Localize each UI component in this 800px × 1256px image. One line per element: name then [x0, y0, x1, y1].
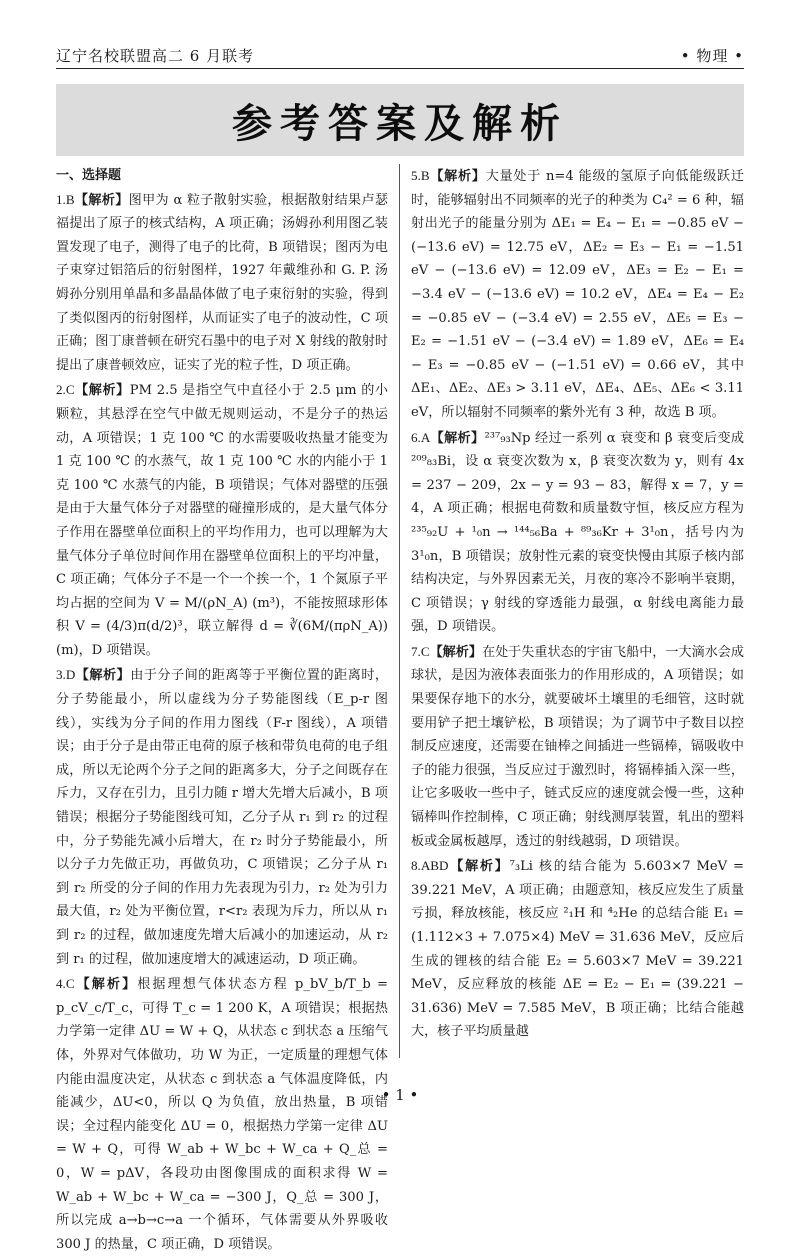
answer-text: PM 2.5 是指空气中直径小于 2.5 μm 的小颗粒，其悬浮在空气中做无规则运动，不是分子的热运动，A 项错误；1 克 100 ℃ 的水需要吸收热量才能变为 1 克 100 ℃ 的水蒸气，故 1 克 100 ℃ 水的内能小于 1 克 100 ℃ 水蒸气的内能，B 项错误；气体对器壁的压强是由于大量气体分子对器壁的碰撞形成的，是大量气体分子作用在器壁单位面积上的平均作用力，也可以理解为大量气体分子单位时间作用在器壁单位面积上的平均冲量，C 项正确；气体分子不是一个一个挨一个，1 个氮原子平均占据的空间为 V = M/(ρN_A) (m³)，不能按照球形体积 V = (4/3)π(d/2)³，联立解得 d = ∛(6M/(πρN_A)) (m)，D 项错误。 [56, 383, 388, 658]
header-rule [56, 68, 744, 69]
analysis-tag: 【解析】 [74, 977, 138, 993]
answer-choice: C [65, 976, 75, 992]
answer-number: 4. [56, 976, 66, 992]
analysis-tag: 【解析】 [448, 859, 510, 875]
subject-label: • 物理 • [680, 47, 744, 65]
analysis-tag: 【解析】 [75, 668, 131, 684]
answer-text: 大量处于 n=4 能级的氢原子向低能级跃迁时，能够辐射出不同频率的光子的种类为 C₄² = 6 种，辐射出光子的能量分别为 ΔE₁ = E₄ − E₁ = −0.85 eV − (−13.6 eV) = 12.75 eV，ΔE₂ = E₃ − E₁ = −1.51 eV − (−13.6 eV) = 12.09 eV，ΔE₃ = E₂ − E₁ = −3.4 eV − (−13.6 eV) = 10.2 eV，ΔE₄ = E₄ − E₂ = −0.85 eV − (−3.4 eV) = 2.55 eV，ΔE₅ = E₃ − E₂ = −1.51 eV − (−3.4 eV) = 1.89 eV，ΔE₆ = E₄ − E₃ = −0.85 eV − (−1.51 eV) = 0.66 eV，其中 ΔE₁、ΔE₂、ΔE₃ > 3.11 eV，ΔE₄、ΔE₅、ΔE₆ < 3.11 eV，所以辐射不同频率的紫外光有 3 种，故选 B 项。 [411, 169, 744, 420]
analysis-tag: 【解析】 [429, 169, 486, 184]
analysis-tag: 【解析】 [74, 192, 129, 208]
answer-number: 8. [411, 858, 421, 874]
page-title: 参考答案及解析 [232, 100, 568, 147]
analysis-tag: 【解析】 [74, 383, 130, 399]
answer-number: 1. [56, 191, 66, 207]
answer-text: 图甲为 α 粒子散射实验，根据散射结果卢瑟福提出了原子的核式结构，A 项正确；汤姆孙利用图乙装置发现了电子，测得了电子的比荷，B 项错误；图丙为电子束穿过铝箔后的衍射图样，1927 年戴维孙和 G. P. 汤姆孙分别用单晶和多晶晶体做了电子束衍射的实验，得到了类似图丙的衍射图样，从而证实了电子的波动性，C 项正确；图丁康普顿在研究石墨中的电子对 X 射线的散射时提出了康普顿效应，证实了光的粒子性，D 项正确。 [56, 192, 389, 373]
title-banner [56, 84, 744, 156]
section-title: 一、选择题 [56, 168, 122, 183]
answer-item [56, 663, 388, 971]
answer-item [56, 188, 388, 378]
answer-text: 根据理想气体状态方程 p_bV_b/T_b = p_cV_c/T_c，可得 T_c = 1 200 K，A 项错误；根据热力学第一定律 ΔU = W + Q，从状态 c 到状态 a 压缩气体，外界对气体做功，功 W 为正，一定质量的理想气体内能由温度决定，从状态 c 到状态 a 气体温度降低，内能减少，ΔU<0，所以 Q 为负值，放出热量，B 项错误；全过程内能变化 ΔU = 0，根据热力学第一定律 ΔU = W + Q，可得 W_ab + W_bc + W_ca + Q_总 = 0，W = pΔV，各段功由图像围成的面积求得 W = W_ab + W_bc + W_ca = −300 J，Q_总 = 300 J，所以完成 a→b→c→a 一个循环，气体需要从外界吸收 300 J 的热量，C 项正确，D 项错误。 [56, 977, 388, 1252]
analysis-tag: 【解析】 [430, 430, 485, 446]
answer-item [411, 640, 744, 853]
answer-number: 7. [411, 643, 421, 659]
exam-title: 辽宁名校联盟高二 6 月联考 [56, 47, 255, 65]
answer-choice: B [65, 191, 75, 207]
answer-text: 在处于失重状态的宇宙飞船中，一大滴水会成球状，是因为液体表面张力的作用形成的，A 项错误；如果要保存地下的水分，就要破坏土壤里的毛细管，这时就要用铲子把土壤铲松，B 项错误；为了调节中子数目以控制反应速度，还需要在铀棒之间插进一些镉棒，镉吸收中子的能力很强，当反应过于激烈时，将镉棒插入深一些，让它多吸收一些中子，链式反应的速度就会慢一些，这种镉棒叫作控制棒，C 项正确；射线测厚装置，轧出的塑料板或金属板越厚，透过的射线越弱，D 项错误。 [411, 644, 745, 849]
answer-choice: B [420, 168, 430, 183]
answer-choice: ABD [420, 858, 449, 874]
answer-choice: A [420, 429, 431, 445]
answer-number: 2. [56, 382, 66, 398]
answer-text: ⁷₃Li 核的结合能为 5.603×7 MeV = 39.221 MeV，A 项正确；由题意知，核反应发生了质量亏损，释放核能，核反应 ²₁H 和 ⁴₂He 的总结合能 E₁ = (1.112×3 + 7.075×4) MeV = 31.636 MeV，反应后生成的锂核的结合能 E₂ = 5.603×7 MeV = 39.221 MeV，反应释放的核能 ΔE = E₂ − E₁ = (39.221 − 31.636) MeV = 7.585 MeV，B 项正确；比结合能越大，核子平均质量越 [411, 859, 745, 1040]
left-column [56, 164, 400, 1252]
answer-number: 5. [411, 168, 421, 183]
answer-number: 3. [56, 667, 66, 683]
analysis-tag: 【解析】 [429, 644, 482, 660]
answer-choice: C [65, 382, 75, 398]
page-header [56, 40, 744, 66]
answer-item [56, 378, 388, 662]
right-column [400, 164, 744, 1058]
answer-item [411, 854, 744, 1044]
answer-text: ²³⁷₉₃Np 经过一系列 α 衰变和 β 衰变后变成 ²⁰⁹₈₃Bi，设 α 衰变次数为 x，β 衰变次数为 y，则有 4x = 237 − 209，2x − y = 93 − 83，解得 x = 7，y = 4，A 项正确；根据电荷数和质量数守恒，核反应方程为 ²³⁵₉₂U + ¹₀n → ¹⁴⁴₅₆Ba + ⁸⁹₃₆Kr + 3¹₀n，括号内为 3¹₀n，B 项错误；放射性元素的衰变快慢由其原子核内部结构决定，与外界因素无关，月夜的寒冷不影响半衰期，C 项错误；γ 射线的穿透能力最强，α 射线电离能力最强，D 项错误。 [411, 430, 745, 635]
answer-item [411, 164, 744, 425]
page-number: • 1 • [381, 1086, 419, 1104]
answer-choice: C [420, 643, 430, 659]
answer-text: 由于分子间的距离等于平衡位置的距离时，分子势能最小，所以虚线为分子势能图线（E_p-r 图线），实线为分子间的作用力图线（F-r 图线），A 项错误；由于分子是由带正电荷的原子核和带负电荷的电子组成，所以无论两个分子之间的距离多大，分子之间既存在斥力，又存在引力，且引力随 r 增大先增大后减小，B 项错误；根据分子势能图线可知，乙分子从 r₁ 到 r₂ 的过程中，分子势能先减小后增大，在 r₂ 时分子势能最小，所以分子力先做正功，再做负功，C 项错误；乙分子从 r₁ 到 r₂ 所受的分子间的作用力先表现为引力，r₂ 处为引力最大值，r₂ 处为平衡位置，r<r₂ 表现为斥力，所以从 r₁ 到 r₂ 的过程，做加速度先增大后减小的加速运动，从 r₂ 到 r₁ 的过程，做加速度增大的减速运动，D 项正确。 [56, 668, 389, 967]
answer-item [411, 426, 744, 639]
answer-number: 6. [411, 429, 421, 445]
answer-choice: D [65, 667, 76, 683]
answer-columns [56, 164, 745, 1252]
answer-item [56, 972, 388, 1256]
